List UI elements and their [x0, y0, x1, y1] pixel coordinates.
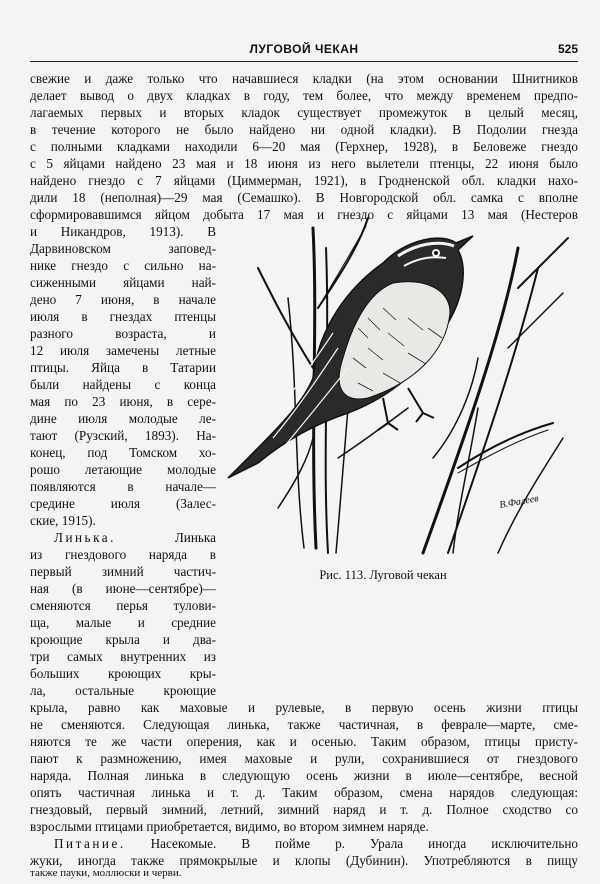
text-line: рошо летающие молодые: [30, 462, 216, 477]
text-line: свежие и даже только что начавшиеся кладки (на этом основании Шнитников: [30, 71, 578, 86]
text-line: первый зимний частич-: [30, 564, 216, 579]
text-line: опять частичная линька и т. д. Таким образом, смена нарядов следующая:: [30, 785, 578, 800]
text-line: тают (Рузский, 1893). На-: [30, 428, 216, 443]
text-line: сиженными яйцами най-: [30, 275, 216, 290]
text-line: были найдены с конца: [30, 377, 216, 392]
section-heading-molt: Линька.: [54, 530, 116, 545]
text-line: дено 7 июня, в начале: [30, 292, 216, 307]
text-line: ная (в июне—сентябре)—: [30, 581, 216, 596]
text-line: птицы. Яйца в Татарии: [30, 360, 216, 375]
text-line: ла, остальные кроющие: [30, 683, 216, 698]
bird-illustration: [218, 208, 578, 564]
text-line: появляются в начале—: [30, 479, 216, 494]
header-rule: [30, 61, 578, 62]
text-line: июля в гнездах птенцы: [30, 309, 216, 324]
text-line: лагаемых первых и вторых кладок существует промежуток в целый месяц,: [30, 105, 578, 120]
text-line: кроющие крыла и два-: [30, 632, 216, 647]
page-number: 525: [557, 42, 578, 56]
text-line: дине июля молодые ле-: [30, 411, 216, 426]
text-line: ща, малые и средние: [30, 615, 216, 630]
food-first-line: [30, 835, 578, 852]
text-line: разного возраста, и: [30, 326, 216, 341]
section-heading-food: Питание.: [54, 836, 126, 851]
artist-signature: В.Фалеев: [498, 493, 540, 511]
text-line: и Никандров, 1913). В: [30, 224, 216, 239]
text-line: сменяются перья тулови-: [30, 598, 216, 613]
text-line: мая по 23 июня, в сере-: [30, 394, 216, 409]
text-line: жуки, иногда также прямокрылые и клопы (Дубинин). Употребляются в пищу: [30, 853, 578, 868]
text-line: взрослыми птицами приобретается, видимо, во втором зимнем наряде.: [30, 819, 429, 834]
text-span: Насекомые. В пойме р. Урала иногда исключительно: [150, 836, 578, 851]
text-line: не сменяются. Следующая линька, также частичная, в феврале—марте, сме-: [30, 717, 578, 732]
meadow-chat-drawing: [218, 208, 578, 564]
text-line: найдено гнездо с 7 яйцами (Циммерман, 1921), в Гродненской обл. кладки нахо-: [30, 173, 578, 188]
text-line: средине июля (Залес-: [30, 496, 216, 511]
text-line: няются те же части оперения, как и осенью. Таким образом, птицы присту-: [30, 734, 578, 749]
text-line: гнездовый, первый зимний, летний, зимний наряд и т. д. Полное сходство со: [30, 802, 578, 817]
running-header: [30, 42, 578, 60]
text-line: 12 июля замечены летные: [30, 343, 216, 358]
running-title: ЛУГОВОЙ ЧЕКАН: [249, 42, 359, 56]
text-line: нике гнездо с сильно на-: [30, 258, 216, 273]
text-line: ские, 1915).: [30, 513, 96, 528]
text-line: крыла, равно как маховые и рулевые, в первую осень жизни птицы: [30, 700, 578, 715]
text-line: пают к размножению, имея маховые и рули, сохранившиеся от гнездового: [30, 751, 578, 766]
figure-caption: Рис. 113. Луговой чекан: [319, 568, 447, 582]
text-line: дили 18 (неполная)—29 мая (Семашко). В Новгородской обл. самка с вполне: [30, 190, 578, 205]
text-line: с 5 яйцами найдено 23 мая и 18 июня из него вылетели птенцы, 22 июня было: [30, 156, 578, 171]
text-line: с полными кладками находили 6—20 мая (Герхнер, 1928), в Беловеже гнездо: [30, 139, 578, 154]
text-line: также пауки, моллюски и черви.: [30, 867, 182, 879]
text-line: в течение которого не было найдено ни одной кладки). В Подолии гнезда: [30, 122, 578, 137]
text-line: делает вывод о двух кладках в году, тем более, что между временем предпо-: [30, 88, 578, 103]
molt-first-line: [30, 529, 216, 546]
text-span: Линька: [174, 530, 216, 545]
text-line: больших кроющих кры-: [30, 666, 216, 681]
text-line: конец, под Томском хо-: [30, 445, 216, 460]
text-line: из гнездового наряда в: [30, 547, 216, 562]
text-line: сформировавшимся яйцом добыта 17 мая и гнездо с яйцами 13 мая (Нестеров: [30, 207, 578, 222]
text-line: Дарвиновском заповед-: [30, 241, 216, 256]
text-line: три самых внутренних из: [30, 649, 216, 664]
text-line: наряда. Полная линька в следующую осень жизни в июле—сентябре, весной: [30, 768, 578, 783]
